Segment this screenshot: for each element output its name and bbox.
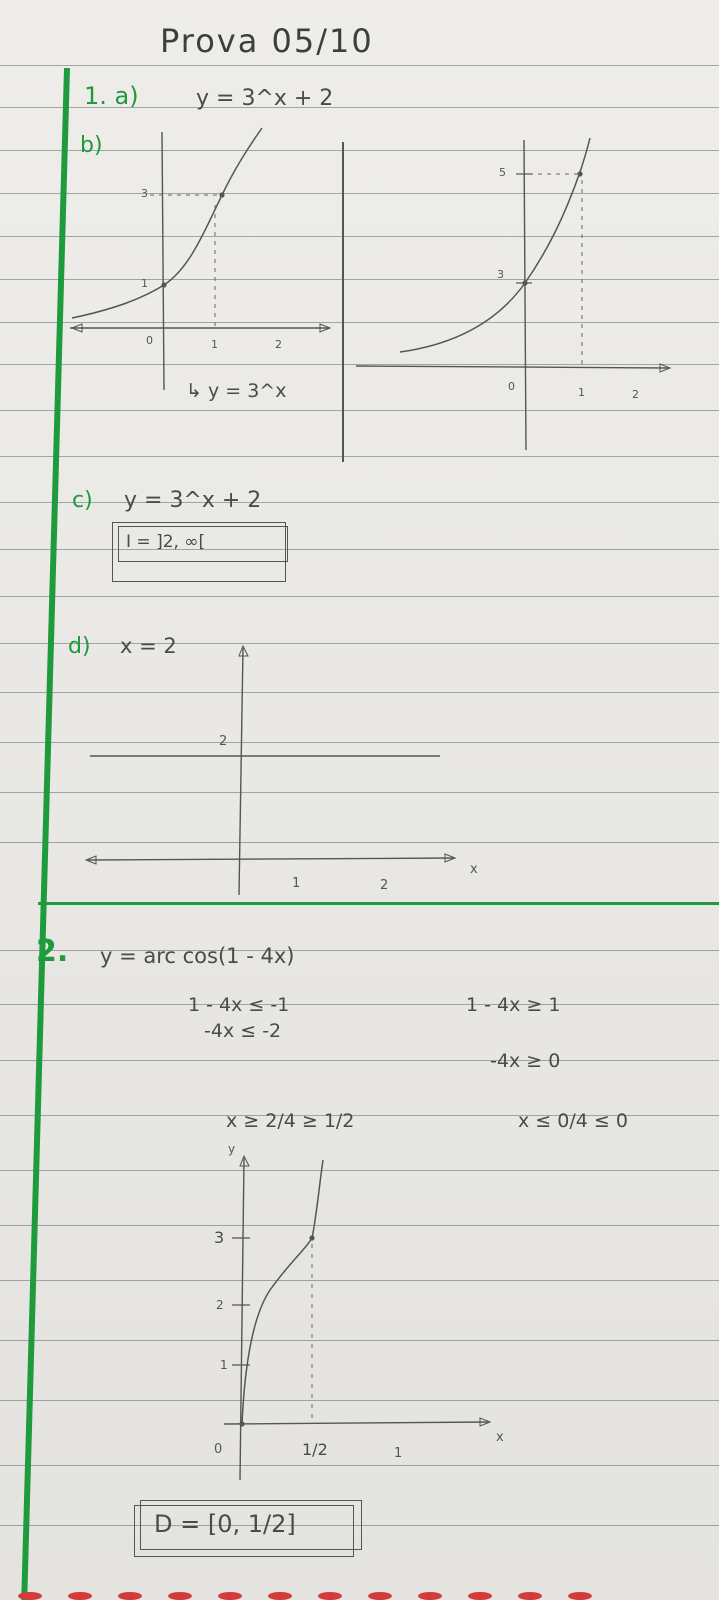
q1a-equation: y = 3^x + 2 (196, 86, 334, 111)
g2-x-tick-1: 1 (578, 386, 585, 399)
q2-left-step-2: -4x ≤ -2 (204, 1020, 282, 1042)
g3-x-tick-1: 1 (292, 876, 301, 891)
g2-x-tick-0: 0 (508, 380, 515, 393)
q2-right-step-2: -4x ≥ 0 (490, 1050, 561, 1072)
q1a-label: 1. a) (84, 82, 139, 110)
g1-y-tick-3: 3 (141, 187, 148, 200)
g4-y-tick-1: 1 (220, 1358, 228, 1372)
page-title: Prova 05/10 (160, 22, 374, 60)
q2-answer: D = [0, 1/2] (154, 1510, 296, 1538)
g2-y-tick-3: 3 (497, 268, 504, 281)
q1b-label: b) (80, 133, 103, 158)
g3-x-tick-2: 2 (380, 878, 389, 893)
q2-left-step-3: x ≥ 2/4 ≥ 1/2 (226, 1110, 355, 1132)
g3-y-tick-2: 2 (219, 734, 228, 749)
q2-right-step-1: 1 - 4x ≥ 1 (466, 994, 561, 1016)
q1d-equation: x = 2 (120, 634, 177, 658)
g1-x-tick-0: 0 (146, 334, 153, 347)
g1-x-tick-1: 1 (211, 338, 218, 351)
g4-y-tick-2: 2 (216, 1298, 224, 1312)
g4-x-tick-1: 1 (394, 1446, 403, 1461)
page-bottom-dots (0, 1586, 719, 1600)
g4-x-tick-half: 1/2 (302, 1440, 328, 1459)
q1d-label: d) (68, 634, 91, 659)
g2-y-tick-5: 5 (499, 166, 506, 179)
q2-label: 2. (36, 934, 69, 969)
q1c-equation: y = 3^x + 2 (124, 488, 262, 513)
q2-equation: y = arc cos(1 - 4x) (100, 944, 295, 968)
q1c-label: c) (72, 488, 93, 513)
g1-x-tick-2: 2 (275, 338, 282, 351)
g2-x-tick-2: 2 (632, 388, 639, 401)
g1-caption: ↳ y = 3^x (186, 380, 287, 402)
g3-x-label: x (470, 862, 478, 877)
g4-x-tick-0: 0 (214, 1442, 223, 1457)
g1-y-tick-1: 1 (141, 277, 148, 290)
g4-x-label: x (496, 1430, 504, 1445)
q2-right-step-3: x ≤ 0/4 ≤ 0 (518, 1110, 628, 1132)
g4-y-tick-3: 3 (214, 1228, 225, 1247)
g4-y-label: y (228, 1142, 236, 1156)
q2-left-step-1: 1 - 4x ≤ -1 (188, 994, 290, 1016)
q1c-answer: I = ]2, ∞[ (126, 532, 206, 552)
